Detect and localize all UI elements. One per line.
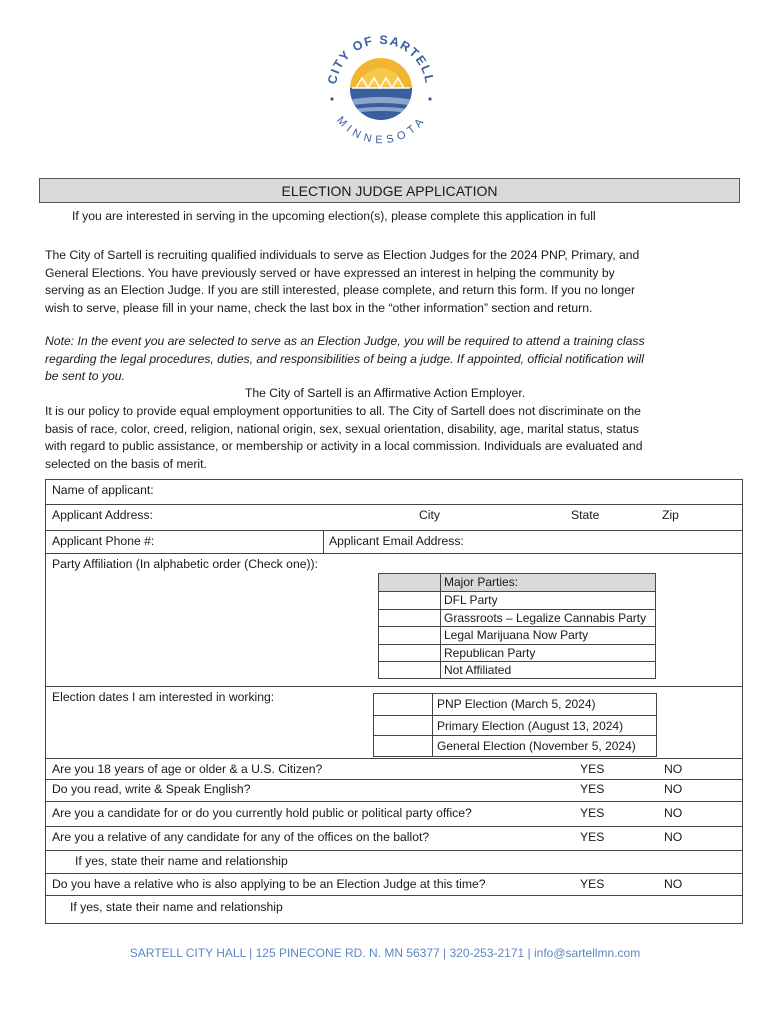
applicant-phone-field[interactable]: Applicant Phone #:: [52, 534, 155, 548]
relationship-field[interactable]: If yes, state their name and relationship: [75, 854, 288, 868]
party-checkbox[interactable]: [379, 662, 441, 678]
footer-contact: SARTELL CITY HALL | 125 PINECONE RD. N. MN 56377 | 320-253-2171 | info@sartellmn.com: [129, 946, 641, 960]
no-option[interactable]: NO: [664, 877, 683, 891]
election-option[interactable]: PNP Election (March 5, 2024): [374, 694, 656, 715]
question-office: Are you a candidate for or do you currently hold public or political party office?: [52, 806, 472, 820]
election-option[interactable]: General Election (November 5, 2024): [374, 735, 656, 756]
election-checkbox[interactable]: [374, 736, 433, 756]
policy-line: It is our policy to provide equal employment opportunities to all. The City of Sartell does not discriminate on the: [45, 404, 641, 418]
party-checkbox[interactable]: [379, 645, 441, 661]
question-english: Do you read, write & Speak English?: [52, 782, 251, 796]
no-option[interactable]: NO: [664, 762, 683, 776]
question-relative-candidate: Are you a relative of any candidate for any of the offices on the ballot?: [52, 830, 430, 844]
no-option[interactable]: NO: [664, 830, 683, 844]
note-line: Note: In the event you are selected to serve as an Election Judge, you will be required to attend a training class: [45, 334, 645, 348]
page-title: ELECTION JUDGE APPLICATION: [39, 178, 740, 203]
yes-option[interactable]: YES: [580, 762, 605, 776]
yes-option[interactable]: YES: [580, 806, 605, 820]
city-of-sartell-logo: [318, 26, 444, 152]
party-checkbox[interactable]: [379, 627, 441, 643]
applicant-name-field[interactable]: Name of applicant:: [52, 483, 154, 497]
policy-line: basis of race, color, creed, religion, national origin, sex, sexual orientation, disability, age, marital status, status: [45, 421, 639, 436]
question-citizen: Are you 18 years of age or older & a U.S. Citizen?: [52, 762, 323, 776]
party-checklist: [378, 573, 656, 679]
party-option[interactable]: Republican Party: [379, 644, 655, 661]
city-label: City: [419, 508, 440, 522]
yes-option[interactable]: YES: [580, 877, 605, 891]
party-checkbox[interactable]: [379, 610, 441, 626]
intro-line: wish to serve, please fill in your name, check the last box in the “other information” section and return.: [45, 300, 593, 315]
logo-bottom-text: MINNESOTA: [334, 114, 428, 147]
party-header: Major Parties:: [444, 575, 519, 589]
relationship-field[interactable]: If yes, state their name and relationship: [70, 900, 283, 914]
intro-line: The City of Sartell is recruiting qualified individuals to serve as Election Judges for the 2024 PNP, Primary, and: [45, 248, 640, 262]
no-option[interactable]: NO: [664, 806, 683, 820]
party-option[interactable]: Legal Marijuana Now Party: [379, 626, 655, 643]
yes-option[interactable]: YES: [580, 830, 605, 844]
party-affiliation-label: Party Affiliation (In alphabetic order (Check one)):: [52, 557, 318, 571]
question-relative-judge: Do you have a relative who is also applying to be an Election Judge at this time?: [52, 877, 486, 891]
policy-line: with regard to public assistance, or membership or activity in a local commission. Individuals are evaluated and: [45, 439, 643, 453]
party-option[interactable]: Not Affiliated: [379, 661, 655, 678]
party-option[interactable]: Grassroots – Legalize Cannabis Party: [379, 609, 655, 626]
election-dates-label: Election dates I am interested in working:: [52, 690, 275, 704]
subtitle: If you are interested in serving in the upcoming election(s), please complete this application in full: [72, 209, 596, 223]
note-line: regarding the legal procedures, duties, and responsibilities of being a judge. If appointed, official notification will: [45, 351, 644, 366]
state-label: State: [571, 508, 600, 522]
yes-option[interactable]: YES: [580, 782, 605, 796]
party-option[interactable]: DFL Party: [379, 591, 655, 608]
election-checkbox[interactable]: [374, 716, 433, 736]
affirmative-action-heading: The City of Sartell is an Affirmative Action Employer.: [244, 386, 526, 400]
zip-label: Zip: [662, 508, 679, 522]
policy-line: selected on the basis of merit.: [45, 456, 207, 471]
election-option[interactable]: Primary Election (August 13, 2024): [374, 715, 656, 736]
logo-top-text: CITY OF SARTELL: [325, 32, 437, 86]
note-line: be sent to you.: [45, 369, 125, 383]
intro-line: General Elections. You have previously served or have expressed an interest in helping the community by: [45, 265, 615, 280]
applicant-address-field[interactable]: Applicant Address:: [52, 508, 153, 522]
election-checklist: [373, 693, 657, 757]
applicant-email-field[interactable]: Applicant Email Address:: [329, 534, 464, 548]
no-option[interactable]: NO: [664, 782, 683, 796]
party-header-row: [379, 574, 655, 591]
intro-line: serving as an Election Judge. If you are still interested, please complete, and return this form. If you no longer: [45, 283, 636, 297]
party-checkbox[interactable]: [379, 592, 441, 608]
election-checkbox[interactable]: [374, 694, 433, 715]
